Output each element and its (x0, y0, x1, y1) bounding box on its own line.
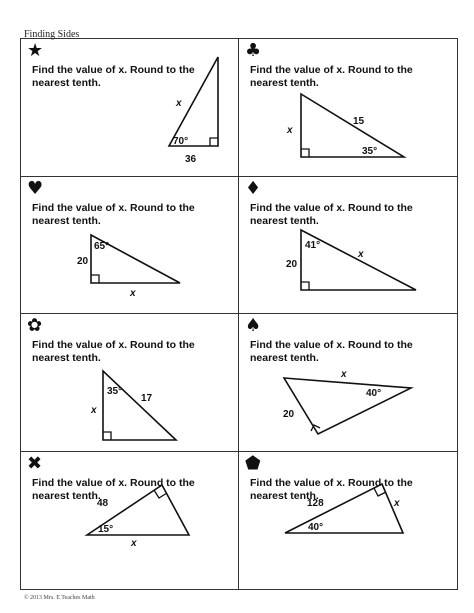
side-label-x: x (131, 537, 137, 549)
right-triangle-figure (21, 314, 239, 452)
pentagon-icon: ⬟ (245, 452, 261, 474)
side-label: 17 (141, 393, 153, 404)
right-triangle-figure (21, 39, 239, 177)
angle-label: 70° (173, 136, 189, 147)
problem-grid (20, 38, 458, 590)
copyright-footer: © 2013 Mrs. E Teaches Math (24, 595, 95, 601)
angle-label: 65° (94, 240, 110, 252)
club-icon: ♣ (245, 40, 262, 61)
problem-prompt: Find the value of x. Round to the nearest tenth. (32, 339, 195, 364)
flower-icon: ✿ (27, 315, 43, 336)
angle-label: 35° (362, 146, 378, 157)
angle-label: 40° (308, 521, 324, 533)
x-mark-icon: ✖ (27, 452, 43, 474)
right-triangle-figure (239, 39, 457, 177)
angle-label: 40° (366, 388, 382, 399)
problem-card-club (239, 39, 457, 177)
side-label-x: x (341, 369, 347, 380)
problem-prompt: Find the value of x. Round to the nearest tenth. (250, 339, 413, 364)
problem-card-pentagon (239, 452, 457, 590)
side-label: 48 (97, 497, 109, 509)
side-label: 15 (353, 116, 365, 127)
heart-icon: ♥ (27, 177, 44, 199)
problem-card-diamond (239, 177, 457, 315)
page-title: Finding Sides (24, 29, 80, 40)
problem-prompt: Find the value of x. Round to the nearest tenth. (250, 201, 413, 227)
problem-card-flower (21, 314, 239, 452)
problem-card-star (21, 39, 239, 177)
side-label-x: x (130, 287, 136, 299)
side-label: 20 (286, 258, 298, 270)
problem-card-spade (239, 314, 457, 452)
right-triangle-figure (21, 177, 239, 315)
right-triangle-figure (239, 452, 457, 590)
problem-prompt: Find the value of x. Round to the nearest tenth. (250, 476, 413, 502)
problem-prompt: Find the value of x. Round to the nearest tenth. (250, 64, 413, 89)
diamond-icon: ♦ (245, 177, 262, 199)
side-label-x: x (394, 497, 400, 509)
right-triangle-figure (239, 177, 457, 315)
angle-label: 41° (305, 239, 321, 251)
side-label-x: x (287, 125, 293, 136)
angle-label: 15° (98, 523, 114, 535)
star-icon: ★ (27, 40, 44, 61)
problem-card-x (21, 452, 239, 590)
right-triangle-figure (239, 314, 457, 452)
side-label: 20 (77, 255, 89, 267)
problem-prompt: Find the value of x. Round to the nearest tenth. (32, 201, 195, 227)
side-label: 128 (307, 497, 324, 509)
side-label-x: x (176, 98, 182, 109)
problem-prompt: Find the value of x. Round to the nearest tenth. (32, 476, 195, 502)
side-label-x: x (358, 248, 364, 260)
side-label-x: x (91, 405, 97, 416)
right-triangle-figure (21, 452, 239, 590)
side-label: 36 (185, 154, 197, 165)
side-label: 20 (283, 409, 295, 420)
angle-label: 35° (107, 386, 123, 397)
problem-prompt: Find the value of x. Round to the nearest tenth. (32, 64, 195, 89)
spade-icon: ♠ (245, 315, 262, 336)
problem-card-heart (21, 177, 239, 315)
